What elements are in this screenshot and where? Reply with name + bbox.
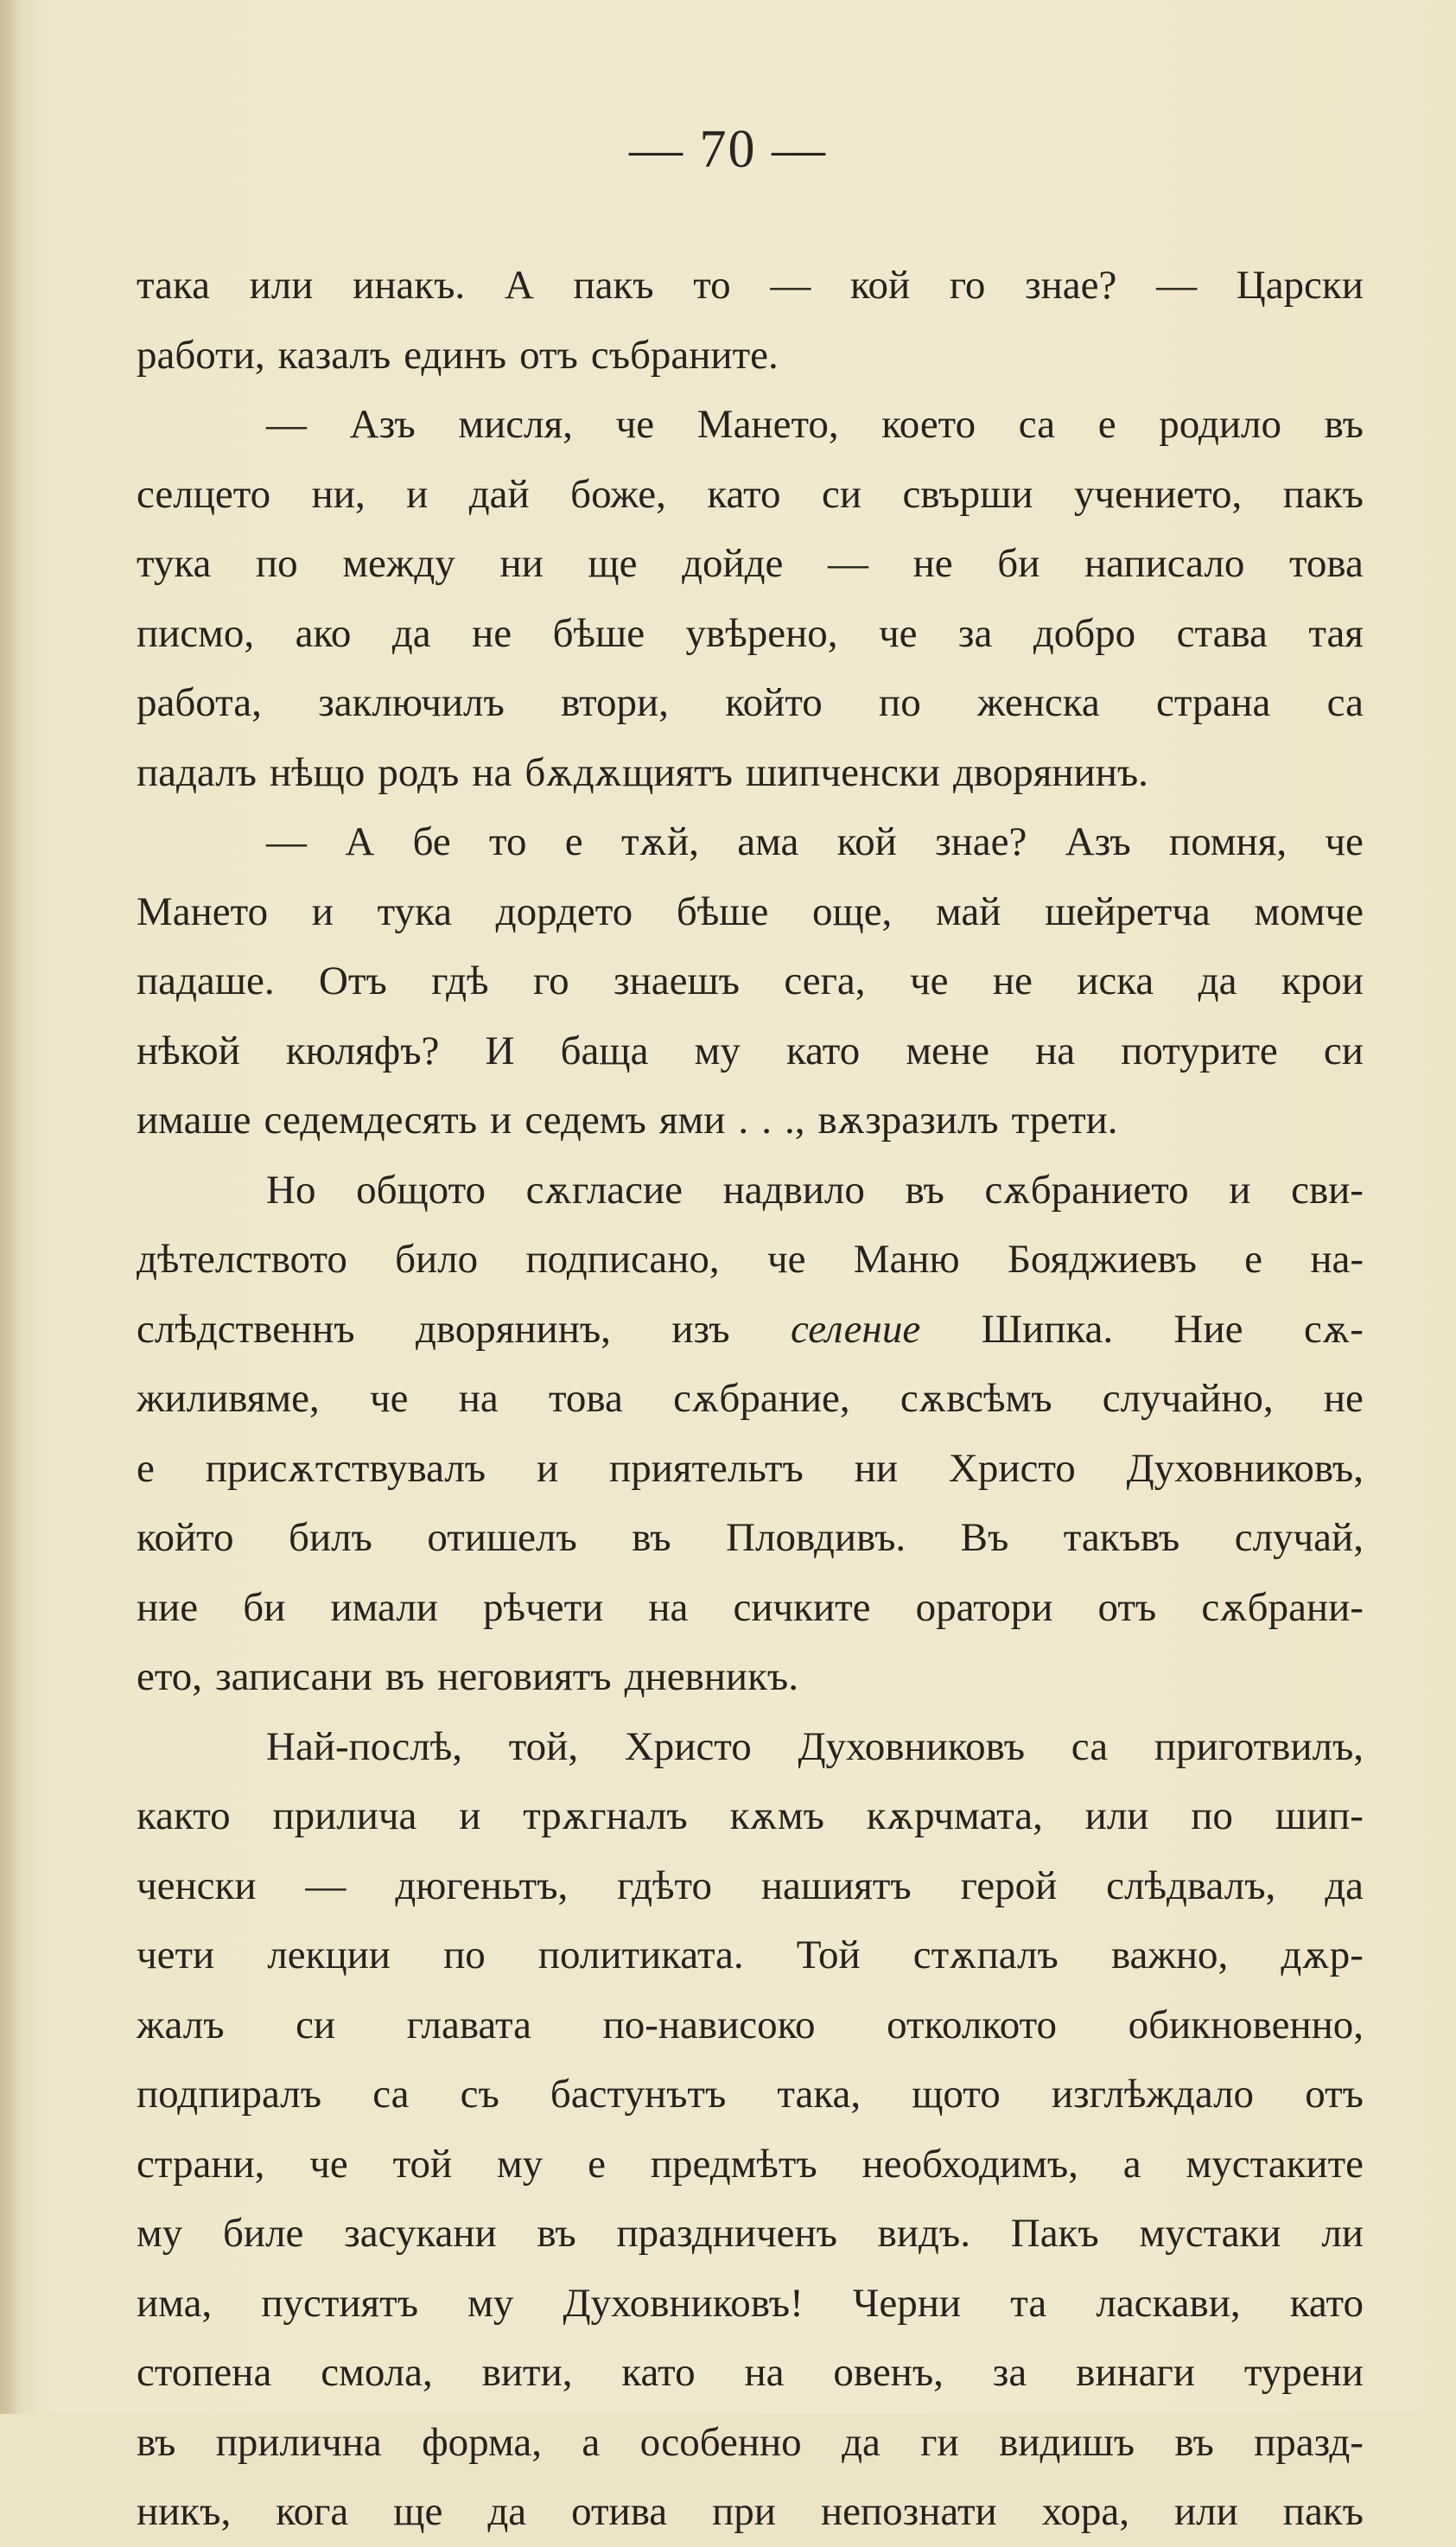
text-line: чети лекции по политиката. Той стѫпалъ важно, дѫр- [137,1933,1364,1977]
text-line: Най-послѣ, той, Христо Духовниковъ са приготвилъ, [266,1723,1364,1769]
text-line: има, пустиятъ му Духовниковъ! Черни та ласкави, като [137,2280,1364,2326]
text-line: който билъ отишелъ въ Пловдивъ. Въ такъвъ случай, [137,1515,1364,1560]
text-line: тука по между ни ще дойде — не би написало това [137,541,1364,586]
text-line: падалъ нѣщо родъ на бѫдѫщиятъ шипченски дворянинъ. [137,749,1148,795]
text-line: работа, заключилъ втори, който по женска страна са [137,680,1364,725]
text-line: е присѫтствувалъ и приятельтъ ни Христо Духовниковъ, [137,1445,1364,1491]
text-line: имаше седемдесять и седемъ ями . . ., вѫзразилъ трети. [137,1098,1118,1143]
page-spine [0,0,19,2414]
text-line: така или инакъ. А пакъ то — кой го знае? — Царски [137,263,1364,308]
text-line: жалъ си главата по-нависоко отколкото обикновенно, [137,2002,1364,2047]
text-line: въ прилична форма, а особенно да ги видишъ въ празд- [137,2419,1364,2465]
text-line: нѣкой кюляфъ? И баща му като мене на потурите си [137,1028,1364,1073]
text-line: никъ, кога ще да отива при непознати хора, или пакъ [137,2489,1364,2534]
text-line: Но общото сѫгласие надвило въ сѫбранието и сви- [266,1167,1364,1213]
text-line: стопена смола, вити, като на овенъ, за винаги турени [137,2350,1364,2395]
text-line: Мането и тука дордето бѣше още, май шейретча момче [137,888,1364,934]
text-line: селцето ни, и дай боже, като си свърши учението, пакъ [137,471,1364,517]
text-line: падаше. Отъ гдѣ го знаешъ сега, че не иска да крои [137,958,1364,1003]
text-line: писмо, ако да не бѣше увѣрено, че за добро става тая [137,610,1364,656]
text-line: страни, че той му е предмѣтъ необходимъ, а мустаките [137,2141,1364,2187]
text-line: — А бе то е тѫй, ама кой знае? Азъ помня, че [266,819,1364,864]
text-line: ченски — дюгеньтъ, гдѣто нашиятъ герой слѣдвалъ, да [137,1862,1364,1908]
text-line: ето, записани въ неговиятъ дневникъ. [137,1654,798,1699]
text-line: жиливяме, че на това сѫбрание, сѫвсѣмъ случайно, не [137,1376,1364,1421]
text-line: — Азъ мисля, че Мането, което са е родило въ [266,402,1364,447]
text-line: работи, казалъ единъ отъ събраните. [137,332,779,378]
text-line: му биле засукани въ праздниченъ видъ. Пакъ мустаки ли [137,2211,1364,2256]
text-line: слѣдственнъ дворянинъ, изъ селение Шипка. Ние сѫ- [137,1306,1364,1352]
text-line: подпиралъ са съ бастунътъ така, щото изглѣждало отъ [137,2072,1364,2117]
text-line: ние би имали рѣчети на сичките оратори отъ сѫбрани- [137,1584,1364,1630]
body-text [137,251,1364,2547]
text-line: дѣтелството било подписано, че Маню Бояджиевъ е на- [137,1237,1364,1282]
page-number: — 70 — [629,120,827,179]
text-line: както прилича и трѫгналъ кѫмъ кѫрчмата, или по шип- [137,1793,1364,1838]
